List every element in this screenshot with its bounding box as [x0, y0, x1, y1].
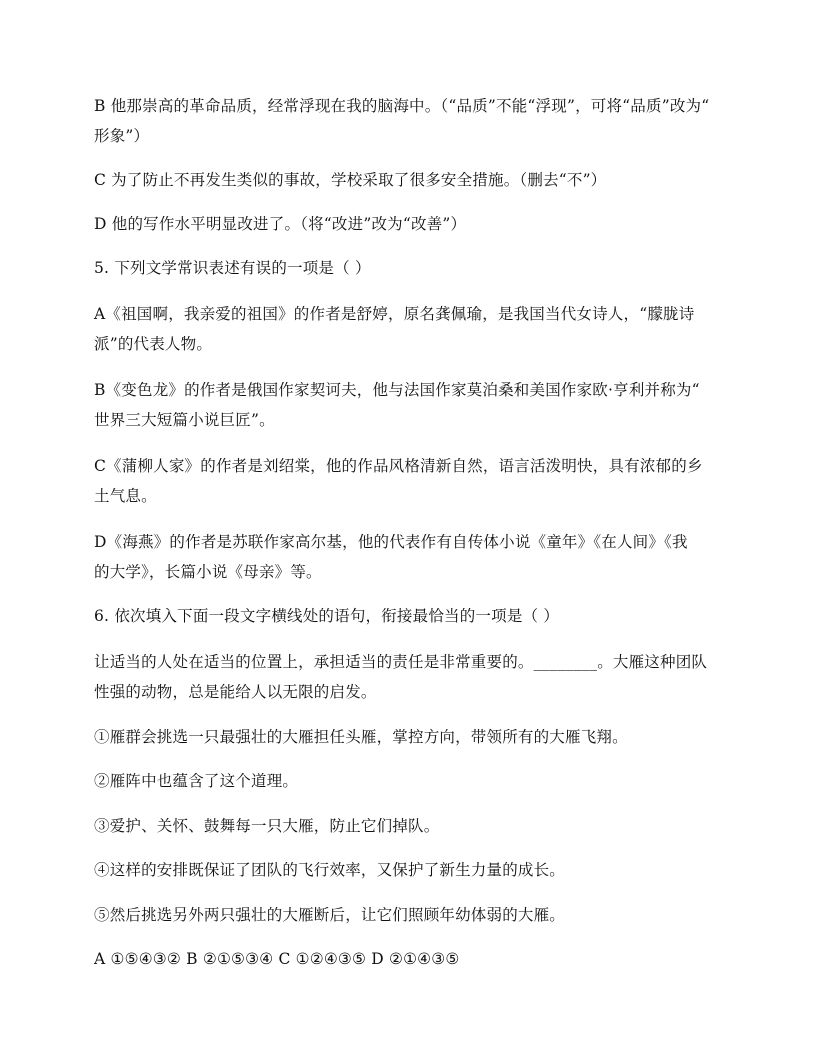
option-b-line-1: B 他那崇高的革命品质，经常浮现在我的脑海中。（“品质”不能“浮现”，可将“品质”改为“	[94, 97, 710, 115]
q5-option-b-line-2: 世界三大短篇小说巨匠”。	[94, 411, 275, 429]
q5-option-b-line-1: B《变色龙》的作者是俄国作家契诃夫，他与法国作家莫泊桑和美国作家欧·亨利并称为“	[94, 381, 700, 399]
q6-sentence-2: ②雁阵中也蕴含了这个道理。	[94, 772, 299, 790]
q6-sentence-4: ④这样的安排既保证了团队的飞行效率，又保护了新生力量的成长。	[94, 861, 566, 879]
q6-sentence-3: ③爱护、关怀、鼓舞每一只大雁，防止它们掉队。	[94, 817, 440, 835]
q6-answer-options: A ①⑤④③② B ②①⑤③④ C ①②④③⑤ D ②①④③⑤	[94, 950, 460, 968]
option-d-line: D 他的写作水平明显改进了。（将“改进”改为“改善”）	[94, 215, 467, 233]
q5-option-a-line-2: 派”的代表人物。	[94, 335, 213, 353]
q6-sentence-5: ⑤然后挑选另外两只强壮的大雁断后，让它们照顾年幼体弱的大雁。	[94, 906, 566, 924]
q5-option-c-line-1: C《蒲柳人家》的作者是刘绍棠，他的作品风格清新自然，语言活泼明快，具有浓郁的乡	[94, 457, 703, 475]
q6-passage-line-2: 性强的动物，总是能给人以无限的启发。	[94, 683, 377, 701]
option-c-line: C 为了防止不再发生类似的事故，学校采取了很多安全措施。（删去“不”）	[94, 171, 607, 189]
option-b-line-2: 形象”）	[94, 127, 150, 145]
q5-option-d-line-2: 的大学》，长篇小说《母亲》等。	[94, 563, 322, 581]
question-6-title: 6. 依次填入下面一段文字横线处的语句，衔接最恰当的一项是（ ）	[94, 607, 560, 625]
q5-option-a-line-1: A《祖国啊，我亲爱的祖国》的作者是舒婷，原名龚佩瑜，是我国当代女诗人，“朦胧诗	[94, 305, 695, 323]
q6-sentence-1: ①雁群会挑选一只最强壮的大雁担任头雁，掌控方向，带领所有的大雁飞翔。	[94, 728, 628, 746]
q5-option-d-line-1: D《海燕》的作者是苏联作家高尔基，他的代表作有自传体小说《童年》《在人间》《我	[94, 533, 688, 551]
q6-passage-line-1: 让适当的人处在适当的位置上，承担适当的责任是非常重要的。________。大雁这种团队	[94, 653, 708, 671]
q5-option-c-line-2: 土气息。	[94, 487, 157, 505]
question-5-title: 5. 下列文学常识表述有误的一项是（ ）	[94, 259, 371, 277]
